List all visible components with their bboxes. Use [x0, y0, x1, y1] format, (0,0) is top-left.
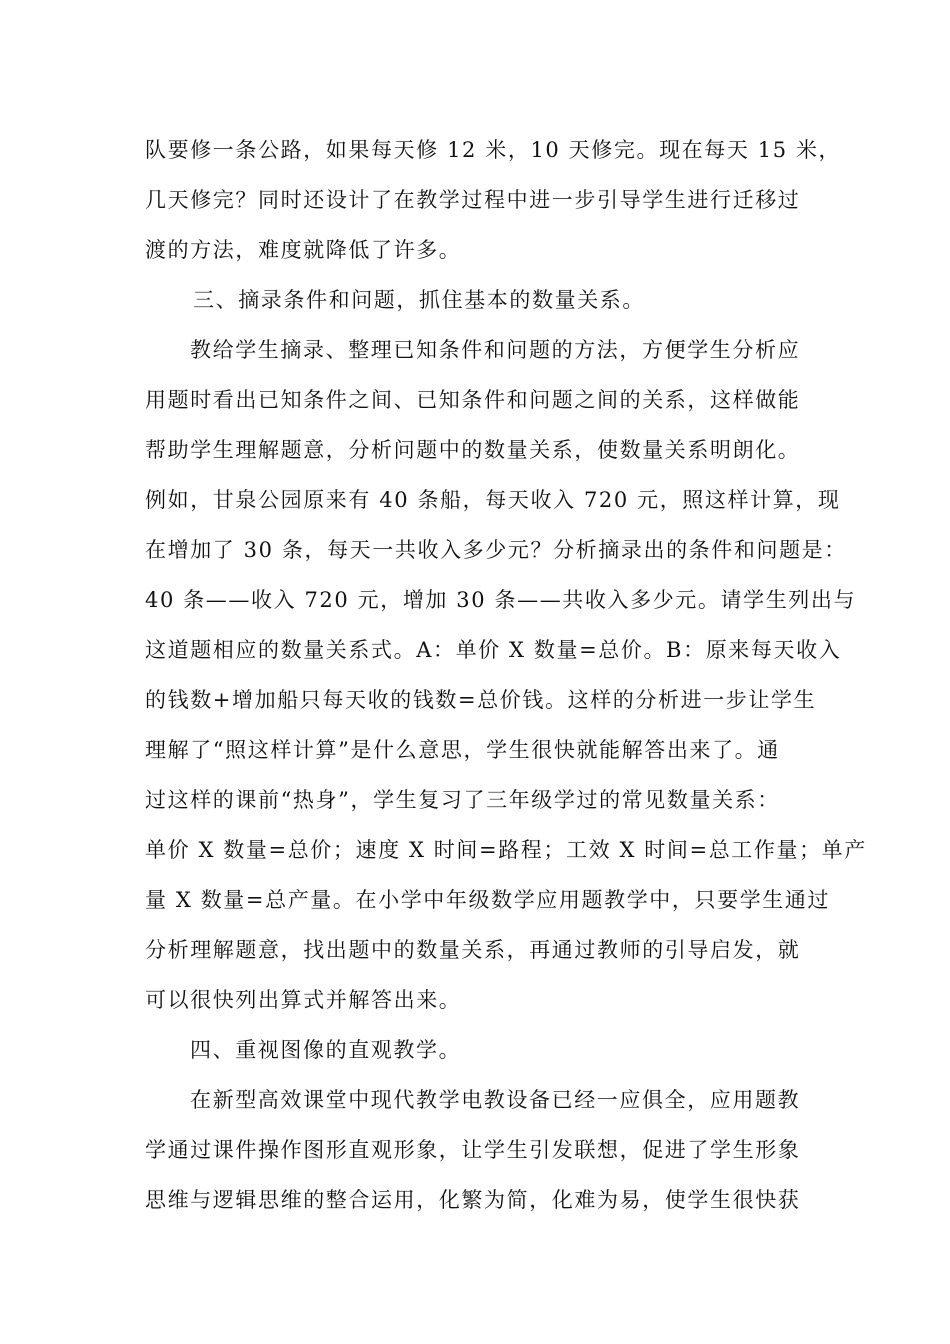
text-line: 队要修一条公路，如果每天修 12 米，10 天修完。现在每天 15 米， [145, 138, 842, 162]
text-line: 学通过课件操作图形直观形象，让学生引发联想，促进了学生形象 [145, 1138, 801, 1162]
text-line: 这道题相应的数量关系式。A：单价 X 数量=总价。B：原来每天收入 [145, 638, 842, 662]
text-line: 40 条——收入 720 元，增加 30 条——共收入多少元。请学生列出与 [145, 588, 857, 612]
text-line: 在新型高效课堂中现代教学电教设备已经一应俱全，应用题教 [190, 1088, 801, 1112]
text-line: 可以很快列出算式并解答出来。 [145, 988, 462, 1012]
text-line: 过这样的课前“热身”，学生复习了三年级学过的常见数量关系： [145, 788, 780, 812]
text-line: 量 X 数量=总产量。在小学中年级数学应用题教学中，只要学生通过 [145, 888, 831, 912]
text-line: 渡的方法，难度就降低了许多。 [145, 238, 462, 262]
text-line: 的钱数+增加船只每天收的钱数=总价钱。这样的分析进一步让学生 [145, 688, 817, 712]
text-line: 教给学生摘录、整理已知条件和问题的方法，方便学生分析应 [190, 338, 801, 362]
text-line: 单价 X 数量=总价；速度 X 时间=路程；工效 X 时间=总工作量；单产 [145, 838, 867, 862]
text-line: 用题时看出已知条件之间、已知条件和问题之间的关系，这样做能 [145, 388, 801, 412]
text-line: 理解了“照这样计算”是什么意思，学生很快就能解答出来了。通 [145, 738, 780, 762]
text-line: 思维与逻辑思维的整合运用，化繁为简，化难为易，使学生很快获 [145, 1188, 801, 1212]
section-heading: 四、重视图像的直观教学。 [190, 1038, 462, 1062]
text-line: 例如，甘泉公园原来有 40 条船，每天收入 720 元，照这样计算，现 [145, 488, 841, 512]
text-line: 在增加了 30 条，每天一共收入多少元？分析摘录出的条件和问题是： [145, 538, 847, 562]
section-heading: 三、摘录条件和问题，抓住基本的数量关系。 [193, 288, 645, 312]
text-line: 帮助学生理解题意，分析问题中的数量关系，使数量关系明朗化。 [145, 438, 801, 462]
text-line: 几天修完？同时还设计了在教学过程中进一步引导学生进行迁移过 [145, 188, 801, 212]
text-line: 分析理解题意，找出题中的数量关系，再通过教师的引导启发，就 [145, 938, 801, 962]
